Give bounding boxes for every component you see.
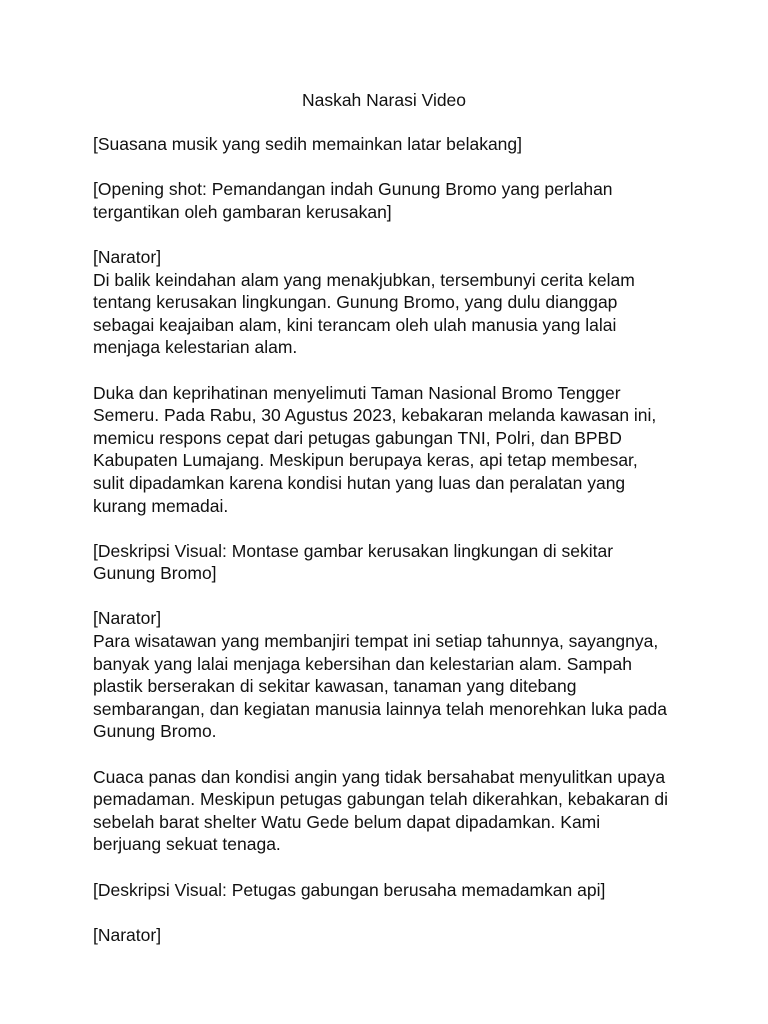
paragraph-visual-montage [93,540,683,585]
text-line: Gunung Bromo] [93,563,217,584]
text-line: sembarangan, dan kegiatan manusia lainnya telah menorehkan luka pada [93,698,668,719]
text-line: Semeru. Pada Rabu, 30 Agustus 2023, kebakaran melanda kawasan ini, [93,405,657,426]
text-line: memicu respons cepat dari petugas gabungan TNI, Polri, dan BPBD [93,427,622,448]
speaker-label: [Narator] [93,608,162,629]
text-line: Kabupaten Lumajang. Meskipun berupaya keras, api tetap membesar, [93,450,638,471]
text-line: sebelah barat shelter Watu Gede belum dapat dipadamkan. Kami [93,811,601,832]
paragraph-music-cue [93,133,683,156]
paragraph-narrator-tourists [93,607,683,743]
text-line: [Deskripsi Visual: Petugas gabungan berusaha memadamkan api] [93,879,606,900]
text-line: Duka dan keprihatinan menyelimuti Taman Nasional Bromo Tengger [93,382,621,403]
text-line: menjaga kelestarian alam. [93,337,298,358]
text-line: plastik berserakan di sekitar kawasan, tanaman yang ditebang [93,676,577,697]
text-line: sulit dipadamkan karena kondisi hutan yang luas dan peralatan yang [93,472,626,493]
speaker-label: [Narator] [93,246,162,267]
paragraph-fire-event [93,382,683,518]
paragraph-visual-firefighters [93,879,683,902]
text-line: tergantikan oleh gambaran kerusakan] [93,201,392,222]
text-line: sebagai keajaiban alam, kini terancam oleh ulah manusia yang lalai [93,314,617,335]
text-line: banyak yang lalai menjaga kebersihan dan kelestarian alam. Sampah [93,653,632,674]
text-line: Cuaca panas dan kondisi angin yang tidak bersahabat menyulitkan upaya [93,766,666,787]
text-line: [Opening shot: Pemandangan indah Gunung Bromo yang perlahan [93,179,613,200]
speaker-label: [Narator] [93,924,162,945]
paragraph-narrator-final [93,924,683,947]
text-line: Di balik keindahan alam yang menakjubkan, tersembunyi cerita kelam [93,269,635,290]
text-line: kurang memadai. [93,495,229,516]
text-line: [Suasana musik yang sedih memainkan latar belakang] [93,134,522,154]
text-line: pemadaman. Meskipun petugas gabungan telah dikerahkan, kebakaran di [93,789,668,810]
text-line: tentang kerusakan lingkungan. Gunung Bromo, yang dulu dianggap [93,292,618,313]
document-body [93,133,683,969]
paragraph-weather [93,766,683,856]
text-line: Gunung Bromo. [93,721,217,742]
paragraph-opening-shot [93,178,683,223]
paragraph-narrator-intro [93,246,683,359]
text-line: [Deskripsi Visual: Montase gambar kerusakan lingkungan di sekitar [93,540,614,561]
document-title: Naskah Narasi Video [301,90,467,110]
text-line: Para wisatawan yang membanjiri tempat ini setiap tahunnya, sayangnya, [93,631,659,652]
text-line: berjuang sekuat tenaga. [93,834,281,855]
